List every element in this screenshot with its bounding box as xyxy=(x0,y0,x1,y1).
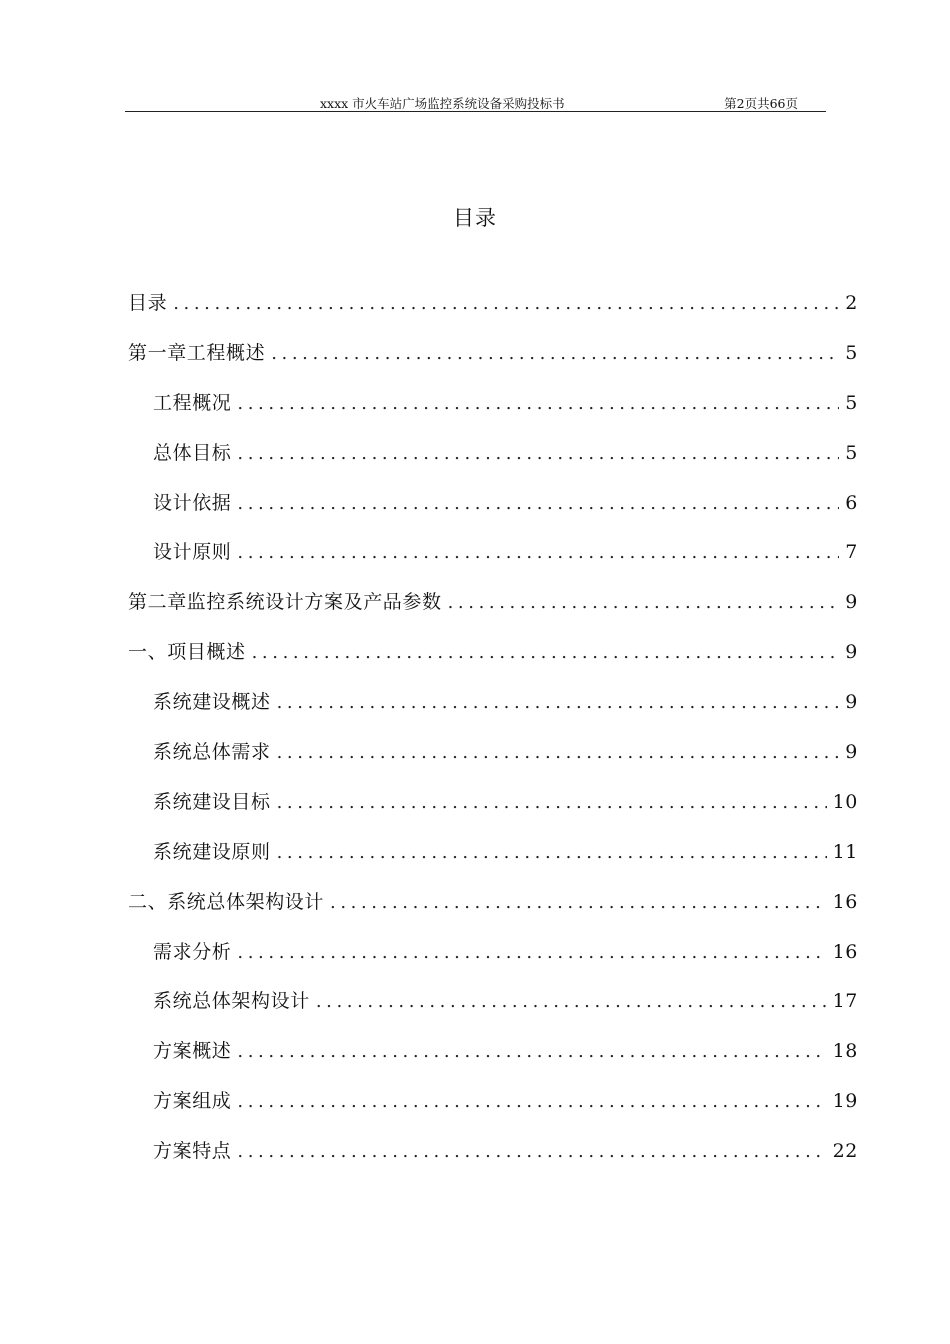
toc-entry-page-number: 5 xyxy=(845,441,858,464)
toc-entry-page-number: 19 xyxy=(832,1090,858,1113)
toc-dot-leader xyxy=(237,493,839,514)
toc-entry-page-number: 22 xyxy=(832,1140,858,1163)
toc-entry[interactable] xyxy=(128,887,858,937)
toc-entry-title: 总体目标 xyxy=(153,441,232,464)
toc-entry-title: 方案概述 xyxy=(153,1040,232,1063)
toc-entry[interactable] xyxy=(128,637,858,687)
toc-entry[interactable] xyxy=(128,986,858,1036)
header-document-title: xxxx 市火车站广场监控系统设备采购投标书 xyxy=(320,96,565,111)
page-header xyxy=(125,93,826,112)
toc-entry[interactable] xyxy=(128,1136,858,1186)
toc-entry-title: 一、项目概述 xyxy=(128,641,246,664)
toc-entry[interactable] xyxy=(128,288,858,338)
toc-heading: 目录 xyxy=(453,206,497,230)
toc-entry-page-number: 9 xyxy=(845,591,858,614)
toc-dot-leader xyxy=(237,542,839,563)
toc-entry-page-number: 9 xyxy=(845,741,858,764)
toc-entry-page-number: 10 xyxy=(832,790,858,813)
toc-dot-leader xyxy=(277,692,840,713)
toc-entry[interactable] xyxy=(128,1086,858,1136)
toc-entry[interactable] xyxy=(128,937,858,987)
toc-entry-title: 设计原则 xyxy=(153,541,232,564)
toc-entry-title: 第一章工程概述 xyxy=(128,341,266,364)
toc-dot-leader xyxy=(316,991,827,1012)
toc-dot-leader xyxy=(173,293,839,314)
toc-entry[interactable] xyxy=(128,488,858,538)
toc-entry[interactable] xyxy=(128,587,858,637)
toc-entry-title: 系统建设原则 xyxy=(153,840,271,863)
toc-entry[interactable] xyxy=(128,737,858,787)
toc-entry[interactable] xyxy=(128,687,858,737)
table-of-contents xyxy=(128,288,858,1186)
toc-entry-title: 二、系统总体架构设计 xyxy=(128,890,325,913)
toc-entry-page-number: 6 xyxy=(845,491,858,514)
toc-entry-title: 设计依据 xyxy=(153,491,232,514)
toc-dot-leader xyxy=(330,892,827,913)
toc-entry-title: 目录 xyxy=(128,292,168,314)
toc-entry-page-number: 16 xyxy=(832,890,858,913)
toc-entry-page-number: 17 xyxy=(832,990,858,1013)
toc-entry[interactable] xyxy=(128,438,858,488)
toc-entry-page-number: 9 xyxy=(845,691,858,714)
toc-dot-leader xyxy=(277,792,827,813)
toc-entry[interactable] xyxy=(128,837,858,887)
toc-entry-page-number: 16 xyxy=(832,940,858,963)
toc-entry-title: 方案组成 xyxy=(153,1090,232,1113)
toc-entry-page-number: 18 xyxy=(832,1040,858,1063)
toc-entry-title: 系统总体架构设计 xyxy=(153,990,310,1013)
toc-entry[interactable] xyxy=(128,388,858,438)
toc-entry-title: 需求分析 xyxy=(153,940,232,963)
toc-dot-leader xyxy=(237,1141,826,1162)
toc-entry-page-number: 5 xyxy=(845,391,858,414)
toc-dot-leader xyxy=(448,592,840,613)
toc-entry-title: 第二章监控系统设计方案及产品参数 xyxy=(128,591,442,614)
toc-entry-title: 系统建设目标 xyxy=(153,790,271,813)
toc-entry[interactable] xyxy=(128,338,858,388)
toc-dot-leader xyxy=(237,443,839,464)
toc-dot-leader xyxy=(237,1091,826,1112)
toc-entry-page-number: 2 xyxy=(845,292,858,314)
toc-entry-title: 系统总体需求 xyxy=(153,741,271,764)
header-page-number: 第2页共66页 xyxy=(724,96,798,111)
toc-entry-title: 系统建设概述 xyxy=(153,691,271,714)
toc-dot-leader xyxy=(237,942,826,963)
toc-entry-page-number: 5 xyxy=(845,341,858,364)
toc-entry[interactable] xyxy=(128,787,858,837)
toc-entry-title: 工程概况 xyxy=(153,391,232,414)
toc-dot-leader xyxy=(237,393,839,414)
toc-dot-leader xyxy=(271,343,839,364)
toc-entry[interactable] xyxy=(128,1036,858,1086)
toc-dot-leader xyxy=(252,642,840,663)
toc-entry-page-number: 11 xyxy=(832,840,858,863)
toc-dot-leader xyxy=(237,1041,826,1062)
toc-entry[interactable] xyxy=(128,537,858,587)
toc-entry-title: 方案特点 xyxy=(153,1140,232,1163)
toc-dot-leader xyxy=(277,842,827,863)
toc-dot-leader xyxy=(277,742,840,763)
toc-entry-page-number: 9 xyxy=(845,641,858,664)
toc-entry-page-number: 7 xyxy=(845,541,858,564)
